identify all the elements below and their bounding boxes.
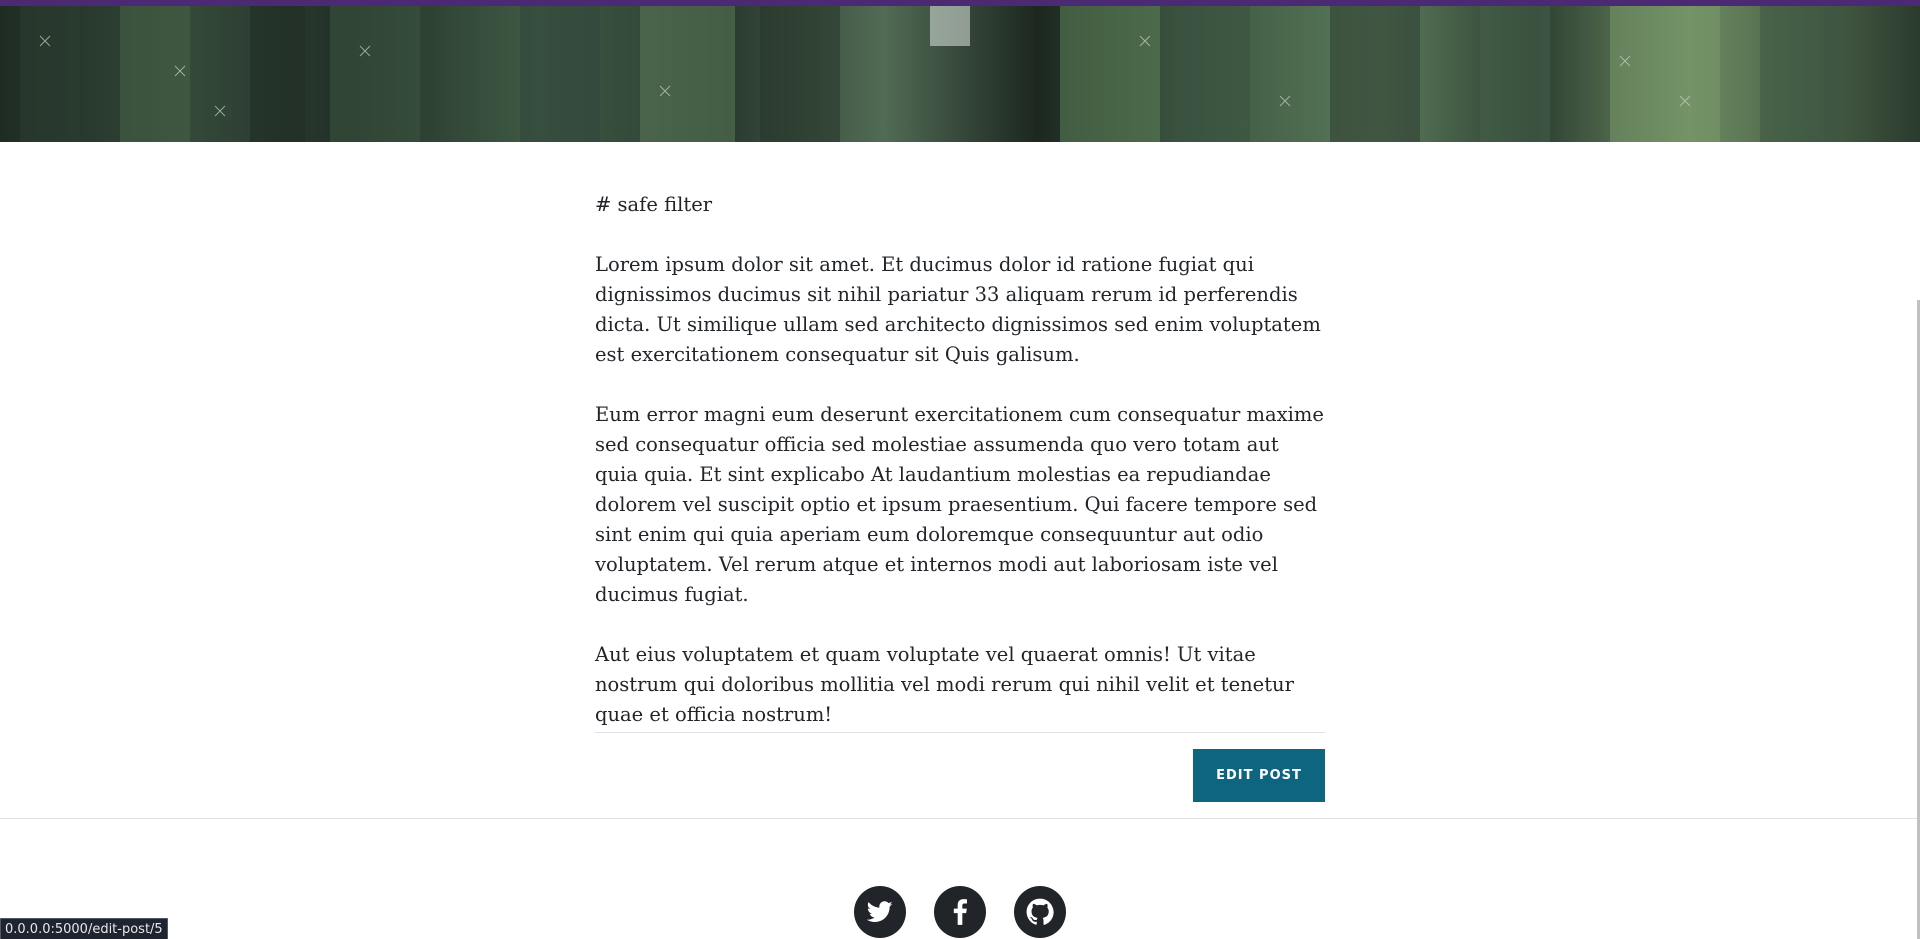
status-bar-url: 0.0.0.0:5000/edit-post/5 <box>0 918 168 939</box>
twitter-icon <box>867 901 893 923</box>
github-icon <box>1026 898 1054 926</box>
github-link[interactable] <box>1014 886 1066 938</box>
post-body <box>595 190 1325 760</box>
content-divider <box>595 732 1325 733</box>
twitter-link[interactable] <box>854 886 906 938</box>
edit-post-button[interactable]: EDIT POST <box>1193 749 1325 802</box>
facebook-link[interactable] <box>934 886 986 938</box>
post-paragraph: Aut eius voluptatem et quam voluptate vel quaerat omnis! Ut vitae nostrum qui doloribus mollitia vel modi rerum qui nihil velit et tenetur quae et officia nostrum! <box>595 643 1294 726</box>
facebook-icon <box>953 899 967 925</box>
post-heading: # safe filter <box>595 193 713 216</box>
footer-divider <box>0 818 1920 819</box>
post-paragraph: Eum error magni eum deserunt exercitationem cum consequatur maxime sed consequatur officia sed molestiae assumenda quo vero totam aut quia quia. Et sint explicabo At laudantium molestias ea repudiandae dolorem vel suscipit optio et ipsum praesentium. Qui facere tempore sed sint enim qui quia aperiam eum doloremque consequuntur aut odio voluptatem. Vel rerum atque et internos modi aut laboriosam iste vel ducimus fugiat. <box>595 403 1324 606</box>
cactus-background <box>0 6 1920 142</box>
post-paragraph: Lorem ipsum dolor sit amet. Et ducimus dolor id ratione fugiat qui dignissimos ducimus sit nihil pariatur 33 aliquam rerum id perferendis dicta. Ut similique ullam sed architecto dignissimos sed enim voluptatem est exercitationem consequatur sit Quis galisum. <box>595 253 1321 366</box>
header-image <box>0 6 1920 142</box>
